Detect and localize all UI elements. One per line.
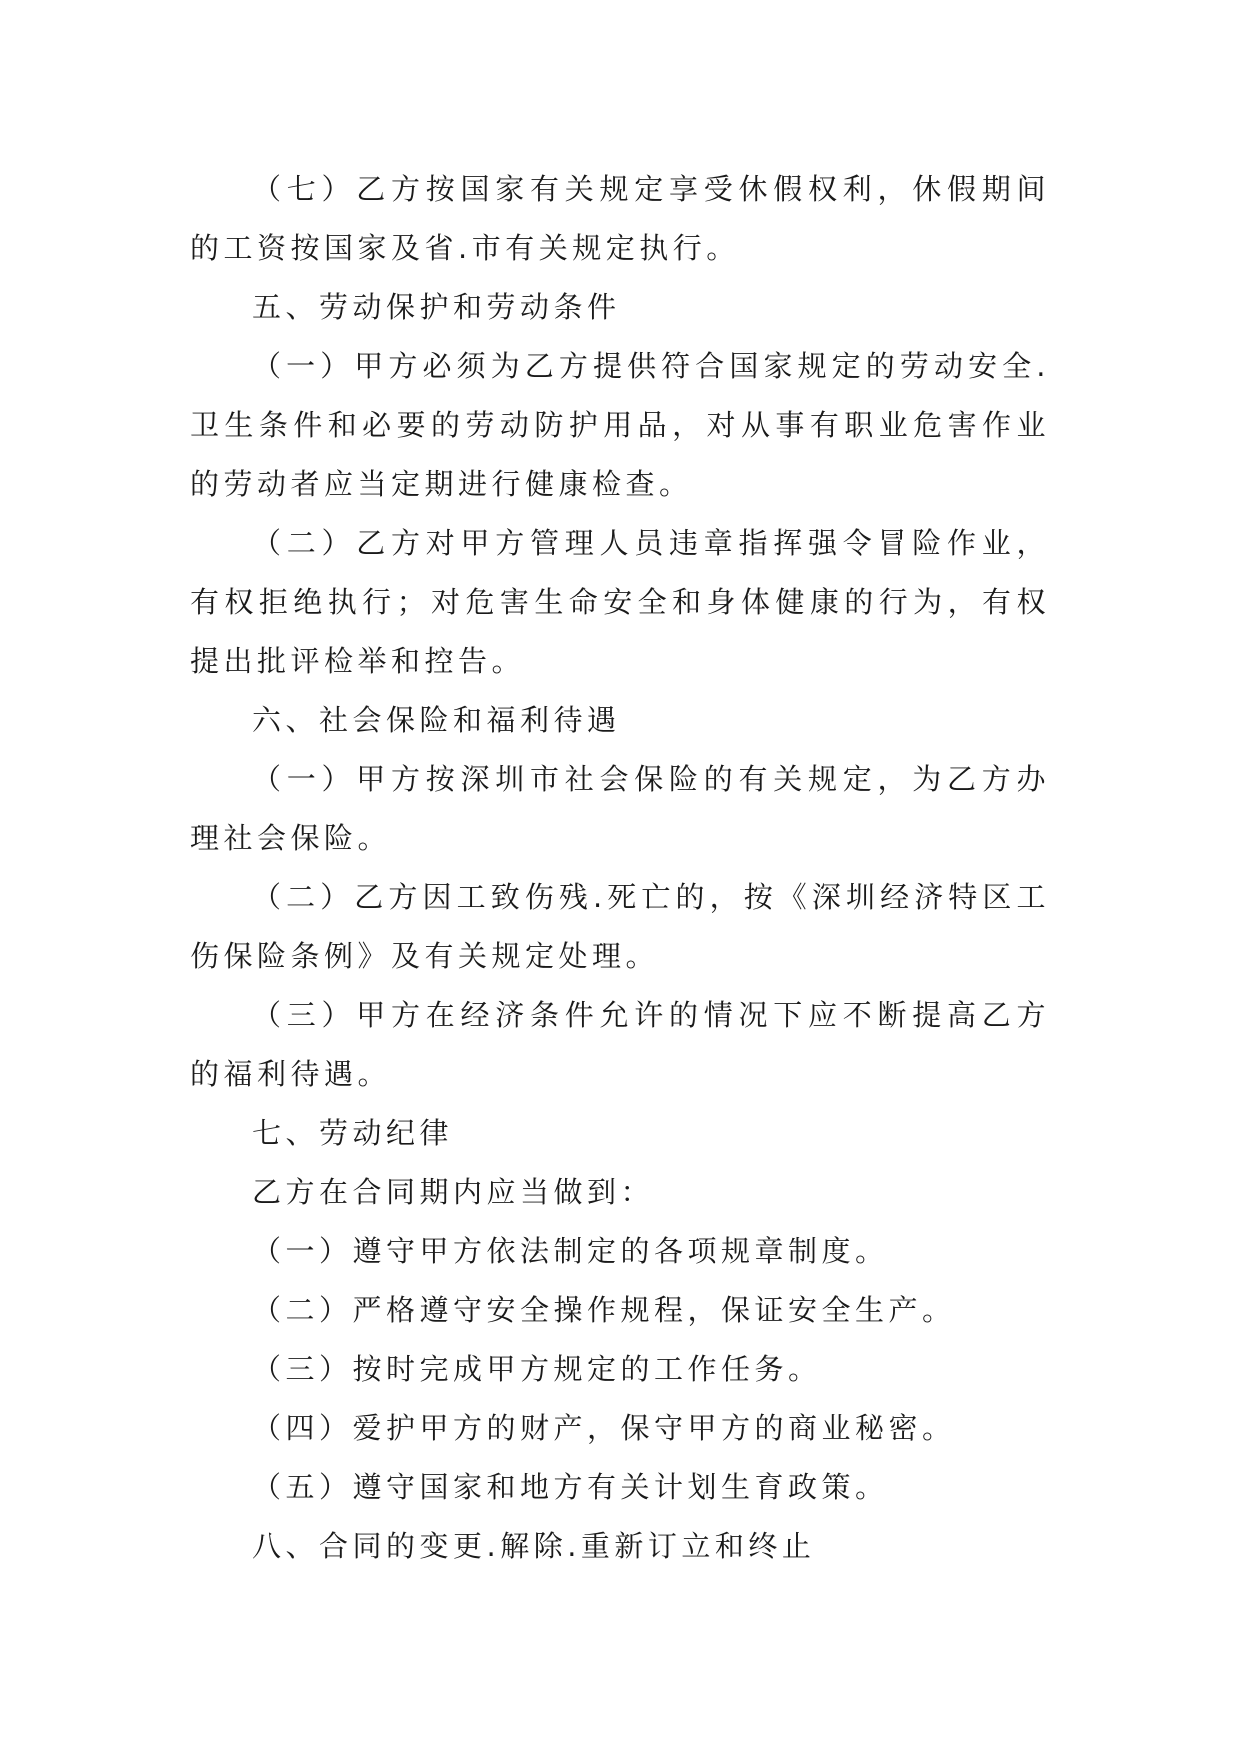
section-heading-social-insurance: 六、社会保险和福利待遇 [252,703,621,737]
paragraph-social-insurance: （一）甲方按深圳市社会保险的有关规定，为乙方办理社会保险。 [190,762,1050,855]
paragraph-property-secrets: （四）爱护甲方的财产，保守甲方的商业秘密。 [252,1411,956,1445]
section-heading-labor-discipline: 七、劳动纪律 [252,1116,454,1150]
paragraph-family-planning: （五）遵守国家和地方有关计划生育政策。 [252,1470,889,1504]
paragraph-safety-conditions: （一）甲方必须为乙方提供符合国家规定的劳动安全.卫生条件和必要的劳动防护用品，对从事有职业危害作业的劳动者应当定期进行健康检查。 [190,349,1050,501]
paragraph-work-injury: （二）乙方因工致伤残.死亡的，按《深圳经济特区工伤保险条例》及有关规定处理。 [190,880,1050,973]
paragraph-vacation-rights: （七）乙方按国家有关规定享受休假权利，休假期间的工资按国家及省.市有关规定执行。 [190,172,1050,265]
section-heading-labor-protection: 五、劳动保护和劳动条件 [252,290,621,324]
section-heading-contract-changes: 八、合同的变更.解除.重新订立和终止 [252,1529,816,1563]
paragraph-welfare: （三）甲方在经济条件允许的情况下应不断提高乙方的福利待遇。 [190,998,1050,1091]
paragraph-rules: （一）遵守甲方依法制定的各项规章制度。 [252,1234,889,1268]
document-body [190,160,1050,1576]
paragraph-work-tasks: （三）按时完成甲方规定的工作任务。 [252,1352,822,1386]
paragraph-discipline-intro: 乙方在合同期内应当做到： [252,1175,655,1209]
paragraph-refuse-risky-work: （二）乙方对甲方管理人员违章指挥强令冒险作业，有权拒绝执行；对危害生命安全和身体健康的行为，有权提出批评检举和控告。 [190,526,1050,678]
paragraph-safety-procedures: （二）严格遵守安全操作规程，保证安全生产。 [252,1293,956,1327]
